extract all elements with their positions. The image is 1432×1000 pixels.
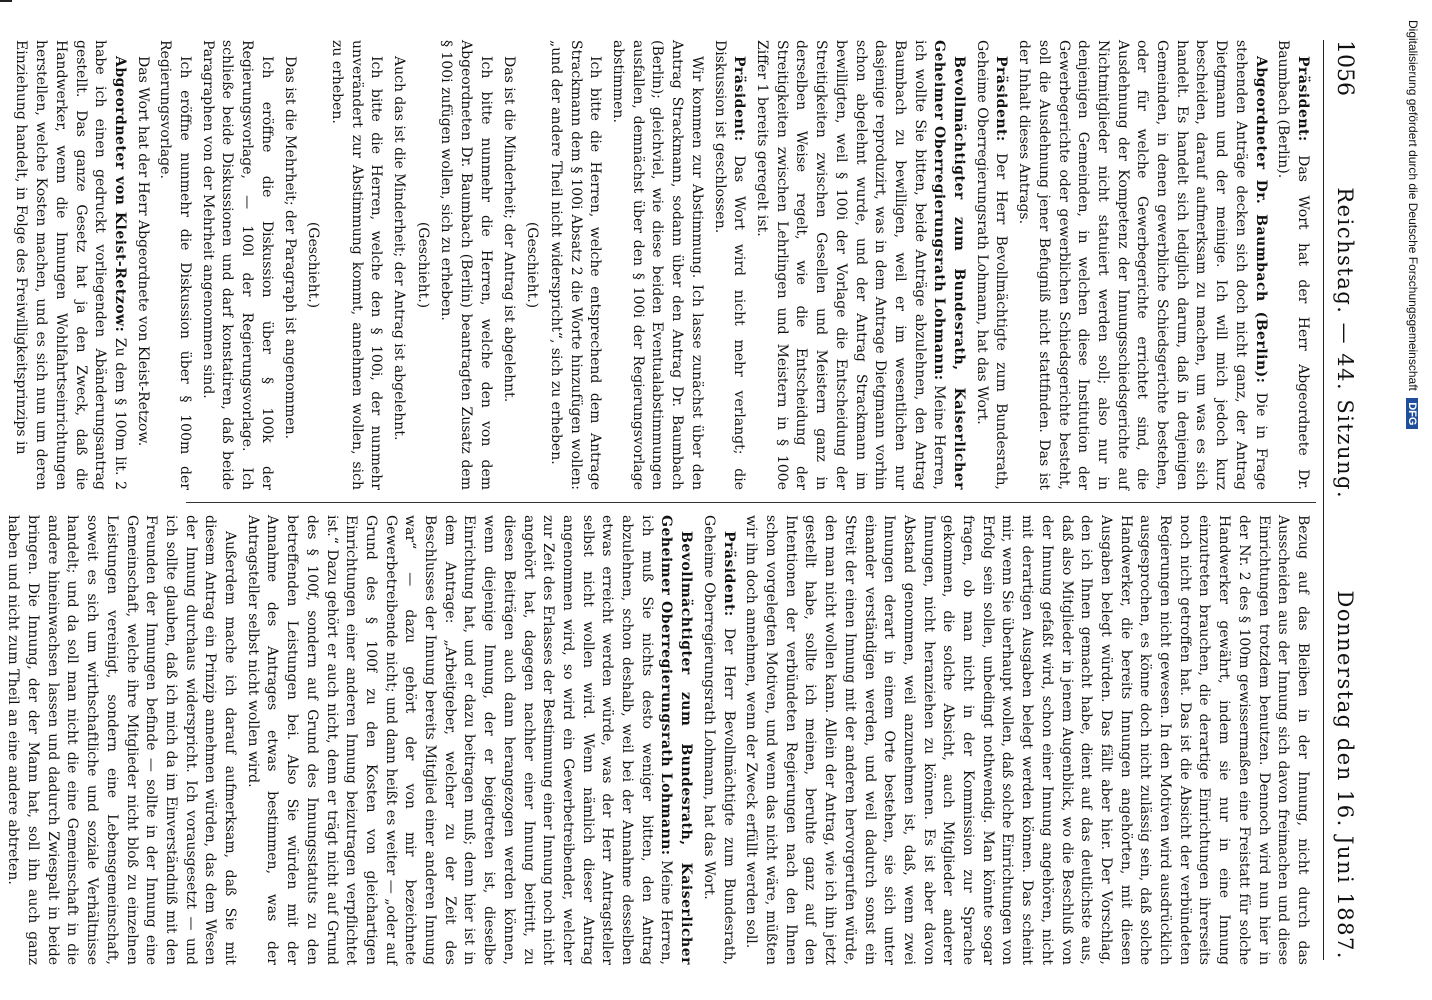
column-divider	[186, 502, 1316, 503]
text-paragraph: Wir kommen zur Abstimmung. Ich lasse zunächst über den Antrag Strackmann, sodann über den Antrag Dr. Baumbach (Berlin); gleichviel, wie diese beiden Eventualabstimmungen ausfallen, demnächst über den § 100i der Regierungsvorlage abstimmen.	[610, 40, 705, 490]
speaker-name: Bevollmächtigter zum Bundesrath, Kaiserlicher Geheimer Oberregierungsrath Lohmann:	[931, 40, 968, 490]
speech-paragraph	[1013, 40, 1269, 490]
text-paragraph: Ich bitte die Herren, welche den § 100i, der nunmehr unverändert zur Abstimmung kommt, annehmen wollen, sich zu erheben.	[328, 40, 385, 490]
speech-paragraph	[242, 515, 695, 965]
text-paragraph: Ich bitte die Herren, welche entsprechend dem Antrage Strackmann dem § 100i Absatz 2 die Worte hinzufügen wollen: „und der andere Theil nicht widerspricht“, sich zu erheben.	[547, 40, 604, 490]
dfg-credit	[1398, 20, 1418, 980]
speech-text: Der Herr Bevollmächtigte zum Bundesrath, Geheime Oberregierungsrath Lohmann, hat das Wort.	[973, 40, 1010, 491]
left-column	[13, 40, 1312, 491]
speech-paragraph	[11, 40, 129, 490]
stage-direction: (Geschieht.)	[305, 221, 322, 309]
text-paragraph: Ich eröffne die Diskussion über § 100k der Regierungsvorlage, — 100l der Regierungsvorlage. Ich schließe beide Diskussionen und darf konstatiren, daß beide Paragraphen von der Mehrheit angenommen sind.	[199, 40, 275, 490]
page-number: 1056	[1331, 40, 1357, 96]
text-paragraph: Das ist die Minderheit; der Antrag ist abgelehnt.	[500, 56, 517, 403]
text-paragraph: Ich eröffne nunmehr die Diskussion über § 100m der Regierungsvorlage.	[157, 40, 194, 490]
speech-paragraph	[709, 40, 748, 490]
speaker-name: Präsident:	[720, 531, 737, 617]
speaker-name: Bevollmächtigter zum Bundesrath, Kaiserlicher Geheimer Oberregierungsrath Lohmann:	[658, 515, 695, 965]
speaker-name: Präsident:	[731, 56, 748, 142]
credit-text: Digitalisierung gefördert durch die Deutsche Forschungsgemeinschaft	[1406, 20, 1420, 391]
text-paragraph: Das Wort hat der Herr Abgeordnete von Kleist-Retzow.	[134, 56, 151, 447]
page-header	[1323, 40, 1364, 960]
speaker-name: Abgeordneter von Kleist-Retzow:	[111, 56, 128, 333]
stage-direction: (Geschieht.)	[524, 221, 541, 309]
speech-paragraph	[751, 40, 968, 490]
speech-text: Das Wort wird nicht mehr verlangt; die Diskussion ist geschlossen.	[711, 40, 748, 490]
speech-paragraph	[971, 40, 1010, 490]
speech-text: Die in Frage stehenden Anträge decken sich doch nicht ganz, der Antrag Dietgmann und der meinige. Ich will mich jedoch kurz bescheiden, darauf aufmerksam zu machen, um was es sich handelt. Es handelt sich lediglich darum, daß in denjenigen Gemeinden, in denen gewerbliche Schiedsgerichte bestehen, oder für welche Gewerbegerichte errichtet sind, die Ausdehnung der Kompetenz der Innungsschiedsgerichte auf Nichtmitglieder nicht statuiert werden soll; also nur in denjenigen Gemeinden, in welchen diese Institution der Gewerbegerichte oder gewerblichen Schiedsgerichte besteht, soll die Ausdehnung jener Befugniß nicht stattfinden. Das ist der Inhalt dieses Antrags.	[1016, 40, 1269, 490]
right-column	[5, 515, 1312, 966]
text-paragraph: Das ist die Mehrheit; der Paragraph ist angenommen.	[281, 56, 298, 440]
page-date: Donnerstag den 16. Juni 1887.	[1332, 590, 1357, 960]
speaker-name: Abgeordneter Dr. Baumbach (Berlin):	[1252, 56, 1269, 384]
speaker-name: Präsident:	[1295, 56, 1311, 142]
speech-text: Der Herr Bevollmächtigte zum Bundesrath, Geheime Oberregierungsrath Lohmann, hat das Wort.	[700, 515, 737, 966]
text-paragraph: Ich bitte nunmehr die Herren, welche den von dem Abgeordneten Dr. Baumbach (Berlin) beantragten Zusatz dem § 100i zufügen wollen, sich zu erheben.	[438, 40, 494, 490]
speech-paragraph	[1273, 40, 1312, 490]
speech-text: Zu dem § 100m lit. 2 habe ich einen gedruckt vorliegenden Abänderungsantrag gestellt. Das ganze Gesetz hat ja den Zweck, daß die Handwerker, wenn die Innungen Wohlfahrtseinrichtungen herstellen, welche Kosten machen, und es sich nun um deren Einziehung handelt, in Folge des Freiwilligkeitsprinzips in	[13, 40, 128, 491]
page-title: Reichstag. — 44. Sitzung.	[1332, 187, 1357, 500]
speaker-name: Präsident:	[993, 56, 1010, 142]
text-paragraph: Auch das ist die Minderheit; der Antrag ist abgelehnt.	[391, 56, 408, 441]
speech-text: Meine Herren, ich muß Sie nichts desto weniger bitten, den Antrag abzulehnen, schon deshalb, weil bei der Annahme desselben etwas erreicht werden würde, was der Herr Antragsteller selbst nicht wollen wird. Wenn nämlich dieser Antrag angenommen wird, so wird ein Gewerbetreibender, welcher zur Zeit des Erlasses der Bestimmung einer Innung noch nicht angehört hat, dagegen nachher einer Innung beitritt, zu diesen Beiträgen auch dann herangezogen werden können, wenn diejenige Innung, der er beigetreten ist, dieselbe Einrichtung hat, und er dazu beitragen muß; denn hier ist in dem Antrage: „Arbeitgeber, welcher zu der Zeit des Beschlusses der Innung bereits Mitglied einer anderen Innung war“ — dazu gehört der von mir bezeichnete Gewerbetreibende nicht; und dann heißt es weiter — „oder auf Grund des § 100f zu den Kosten von gleichartigen Einrichtungen einer anderen Innung beizutragen verpflichtet ist.“ Dazu gehört er auch nicht, denn er trägt nicht auf Grund des § 100f, sondern auf Grund des Innungsstatuts zu den betreffenden Leistungen bei. Also Sie würden mit der Annahme des Antrages etwas bestimmen, was der Antragsteller selbst nicht wollen wird.	[244, 515, 675, 965]
speech-text: Das Wort hat der Herr Abgeordnete Dr. Baumbach (Berlin).	[1275, 40, 1311, 490]
stage-direction: (Geschieht.)	[414, 221, 431, 309]
speech-paragraph	[698, 515, 737, 965]
dfg-logo: DFG	[1406, 398, 1418, 429]
speech-text: Meine Herren, ich wollte Sie bitten, beide Anträge abzulehnen, den Antrag Baumbach zu bewilligen, weil er im wesentlichen nur dasjenige reproduzirt, was in dem Antrage Dietgmann vorhin schon abgelehnt wurde, und der Antrag Strackmann im bewilligten, weil § 100i der Vorlage die Entscheidung der Streitigkeiten zwischen Gesellen und Meistern ganz in derselben Weise regelt, wie die Entscheidung der Streitigkeiten zwischen Lehrlingen und Meistern in § 100e Ziffer 1 bereits geregelt ist.	[754, 40, 948, 490]
text-paragraph: Bezug auf das Bleiben in der Innung, nicht durch das Ausscheiden aus der Innung sich davon freimachen und diese Einrichtungen trotzdem benutzen. Dennoch wird nun hier in der Nr. 2 des § 100m gewissermaßen eine Freistatt für solche Handwerker gewährt, indem sie nur in eine Innung einzutreten brauchen, die derartige Einrichtungen ihrerseits noch nicht getroffen hat. Das ist die Absicht der verbündeten Regierungen nicht gewesen. In den Motiven wird ausdrücklich ausgesprochen, es könne doch nicht zulässig sein, daß solche Handwerker, die bereits Innungen angehörten, mit diesen Ausgaben belegt würden. Das fällt aber hier. Der Vorschlag, den ich Ihnen gemacht habe, dient auf das deutlichste aus, daß also Mitglieder in jenem Augenblick, wo die Beschluß von der Innung gefaßt wird, schon einer Innung angehören, nicht mit derartigen Ausgaben belegt werden können. Das scheint mir, wenn Sie überhaupt wollen, daß solche Einrichtungen von Erfolg sein sollen, unbedingt nothwendig. Man könnte sogar fragen, ob man nicht in der Kommission zur Sprache gekommen, die solche Absicht, auch Mitglieder anderer Innungen, nicht heranziehen zu können. Es ist aber davon Abstand genommen, weil anzunehmen ist, daß, wenn zwei Innungen derart in einem Orte bestehen, sie sich unter einander verständigen werden, und weil dadurch sonst ein Streit der einen Innung mit der anderen hervorgerufen würde, den man nicht wollen kann. Allein der Antrag, wie ich ihn jetzt gestellt habe, sollte ich meinen, beruhte ganz auf den Intentionen der verbündeten Regierungen nach den Ihnen schon vorgelegten Motiven, und wenn das nicht wäre, müßten wir ihn doch annehmen, wenn der Zweck erfüllt werden soll.	[743, 515, 1311, 965]
text-paragraph: Außerdem mache ich darauf aufmerksam, daß Sie mit diesem Antrag ein Prinzip annehmen würden, das dem Wesen der Innung durchaus widerspricht. Ich vorausgesetzt — und ich sollte glauben, daß ich mich da im Einverständniß mit den Freunden der Innungen befinde — sollte in der Innung eine Gemeinschaft, welche ihre Mitglieder nicht bloß zu einzelnen Leistungen vereinigt, sondern eine Lebensgemeinschaft, soweit es sich um wirthschaftliche und soziale Verhältnisse handelt; und da soll man nicht die eine Gemeinschaft in die andere hineinwachsen lassen und dadurch Zwiespalt in beide bringen. Die Innung, der der Mann hat, soll ihn auch ganz haben und nicht zum Theil an eine andere abtreten.	[5, 515, 239, 965]
